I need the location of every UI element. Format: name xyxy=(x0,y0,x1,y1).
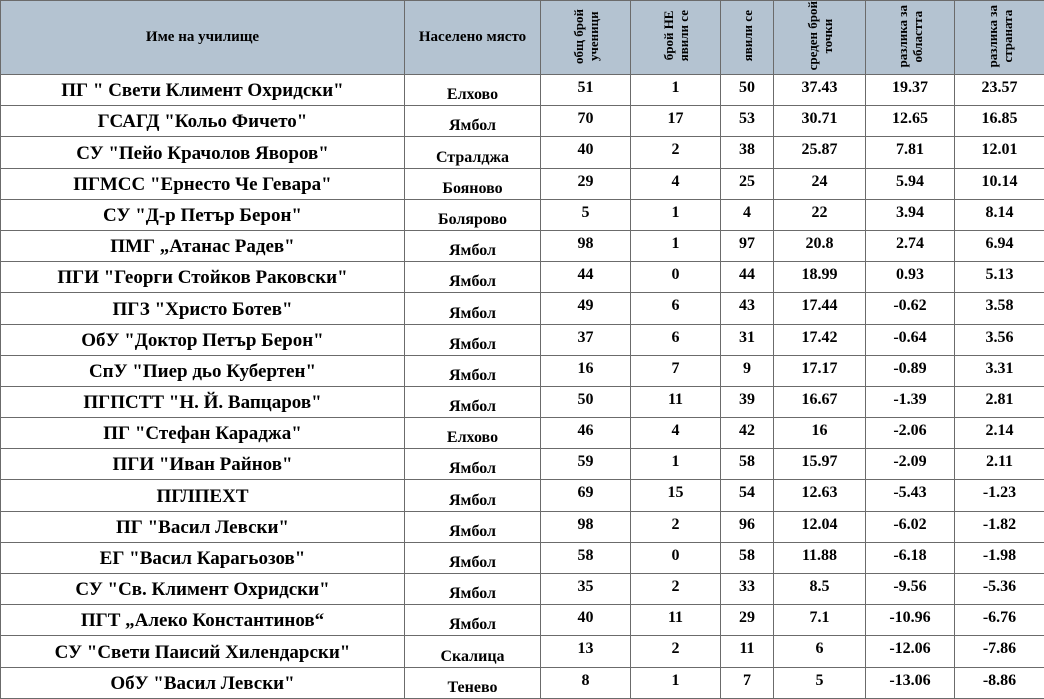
cell-school-name: ПГЛПЕХТ xyxy=(1,480,405,511)
cell-diff-country: -6.76 xyxy=(955,605,1044,636)
cell-total-students: 40 xyxy=(541,605,631,636)
cell-total-students: 50 xyxy=(541,386,631,417)
cell-attended: 42 xyxy=(721,418,774,449)
cell-average-points: 15.97 xyxy=(774,449,866,480)
cell-average-points: 25.87 xyxy=(774,137,866,168)
cell-diff-country: -8.86 xyxy=(955,667,1044,698)
table-row xyxy=(1,418,1044,449)
cell-settlement: Ямбол xyxy=(405,480,541,511)
cell-school-name: ПГИ "Иван Райнов" xyxy=(1,449,405,480)
cell-total-students: 13 xyxy=(541,636,631,667)
cell-not-attended: 2 xyxy=(631,636,721,667)
cell-settlement: Тенево xyxy=(405,667,541,698)
cell-not-attended: 1 xyxy=(631,667,721,698)
cell-school-name: СУ "Пейо Крачолов Яворов" xyxy=(1,137,405,168)
cell-not-attended: 0 xyxy=(631,542,721,573)
cell-total-students: 5 xyxy=(541,199,631,230)
cell-settlement: Ямбол xyxy=(405,574,541,605)
cell-average-points: 17.42 xyxy=(774,324,866,355)
cell-school-name: ЕГ "Васил Карагьозов" xyxy=(1,542,405,573)
cell-diff-region: 2.74 xyxy=(866,230,955,261)
cell-not-attended: 1 xyxy=(631,75,721,106)
cell-average-points: 30.71 xyxy=(774,106,866,137)
cell-average-points: 6 xyxy=(774,636,866,667)
table-row xyxy=(1,574,1044,605)
table-row xyxy=(1,262,1044,293)
cell-attended: 31 xyxy=(721,324,774,355)
table-row xyxy=(1,542,1044,573)
cell-school-name: СУ "Свети Паисий Хилендарски" xyxy=(1,636,405,667)
cell-not-attended: 2 xyxy=(631,574,721,605)
cell-total-students: 16 xyxy=(541,355,631,386)
cell-school-name: СпУ "Пиер дьо Кубертен" xyxy=(1,355,405,386)
table-row xyxy=(1,511,1044,542)
cell-diff-country: 8.14 xyxy=(955,199,1044,230)
cell-diff-country: 3.58 xyxy=(955,293,1044,324)
cell-average-points: 20.8 xyxy=(774,230,866,261)
cell-not-attended: 1 xyxy=(631,230,721,261)
cell-diff-country: 10.14 xyxy=(955,168,1044,199)
cell-school-name: ПГ "Васил Левски" xyxy=(1,511,405,542)
cell-total-students: 70 xyxy=(541,106,631,137)
cell-attended: 11 xyxy=(721,636,774,667)
cell-not-attended: 15 xyxy=(631,480,721,511)
cell-average-points: 7.1 xyxy=(774,605,866,636)
table-row xyxy=(1,605,1044,636)
cell-total-students: 29 xyxy=(541,168,631,199)
cell-not-attended: 2 xyxy=(631,511,721,542)
cell-settlement: Ямбол xyxy=(405,324,541,355)
cell-total-students: 51 xyxy=(541,75,631,106)
cell-settlement: Бояново xyxy=(405,168,541,199)
cell-settlement: Скалица xyxy=(405,636,541,667)
cell-diff-region: -6.02 xyxy=(866,511,955,542)
cell-settlement: Болярово xyxy=(405,199,541,230)
cell-settlement: Елхово xyxy=(405,75,541,106)
cell-diff-country: 2.14 xyxy=(955,418,1044,449)
cell-average-points: 12.63 xyxy=(774,480,866,511)
cell-total-students: 59 xyxy=(541,449,631,480)
cell-total-students: 98 xyxy=(541,511,631,542)
cell-diff-country: 3.56 xyxy=(955,324,1044,355)
table-row xyxy=(1,480,1044,511)
cell-not-attended: 0 xyxy=(631,262,721,293)
cell-diff-country: 23.57 xyxy=(955,75,1044,106)
cell-school-name: ГСАГД "Кольо Фичето" xyxy=(1,106,405,137)
cell-settlement: Ямбол xyxy=(405,449,541,480)
table-row xyxy=(1,324,1044,355)
cell-school-name: ПГЗ "Христо Ботев" xyxy=(1,293,405,324)
cell-school-name: СУ "Д-р Петър Берон" xyxy=(1,199,405,230)
table-row xyxy=(1,230,1044,261)
table-row xyxy=(1,636,1044,667)
cell-diff-country: -1.82 xyxy=(955,511,1044,542)
header-school-name: Име на училище xyxy=(1,1,405,75)
header-average-points: среден брой точки xyxy=(774,1,866,75)
cell-attended: 50 xyxy=(721,75,774,106)
cell-settlement: Ямбол xyxy=(405,262,541,293)
table-row xyxy=(1,75,1044,106)
cell-attended: 29 xyxy=(721,605,774,636)
header-diff-country: разлика за страната xyxy=(955,1,1044,75)
cell-attended: 58 xyxy=(721,542,774,573)
cell-attended: 39 xyxy=(721,386,774,417)
cell-diff-region: -0.89 xyxy=(866,355,955,386)
cell-average-points: 24 xyxy=(774,168,866,199)
cell-total-students: 46 xyxy=(541,418,631,449)
cell-average-points: 5 xyxy=(774,667,866,698)
cell-settlement: Ямбол xyxy=(405,293,541,324)
cell-diff-region: -2.06 xyxy=(866,418,955,449)
cell-attended: 44 xyxy=(721,262,774,293)
header-row xyxy=(1,1,1044,75)
cell-diff-country: 3.31 xyxy=(955,355,1044,386)
cell-diff-country: -1.23 xyxy=(955,480,1044,511)
cell-average-points: 16 xyxy=(774,418,866,449)
cell-settlement: Стралджа xyxy=(405,137,541,168)
cell-total-students: 44 xyxy=(541,262,631,293)
cell-diff-country: 5.13 xyxy=(955,262,1044,293)
cell-diff-region: 19.37 xyxy=(866,75,955,106)
cell-diff-region: 3.94 xyxy=(866,199,955,230)
cell-settlement: Ямбол xyxy=(405,542,541,573)
table-row xyxy=(1,199,1044,230)
cell-average-points: 17.44 xyxy=(774,293,866,324)
cell-diff-region: -12.06 xyxy=(866,636,955,667)
cell-attended: 97 xyxy=(721,230,774,261)
cell-diff-country: 2.11 xyxy=(955,449,1044,480)
cell-not-attended: 11 xyxy=(631,605,721,636)
cell-attended: 7 xyxy=(721,667,774,698)
cell-school-name: ПГМСС "Ернесто Че Гевара" xyxy=(1,168,405,199)
cell-attended: 33 xyxy=(721,574,774,605)
cell-not-attended: 17 xyxy=(631,106,721,137)
cell-attended: 4 xyxy=(721,199,774,230)
cell-settlement: Ямбол xyxy=(405,106,541,137)
cell-diff-region: -2.09 xyxy=(866,449,955,480)
cell-total-students: 35 xyxy=(541,574,631,605)
cell-school-name: ПМГ „Атанас Радев" xyxy=(1,230,405,261)
cell-attended: 58 xyxy=(721,449,774,480)
cell-attended: 53 xyxy=(721,106,774,137)
table-row xyxy=(1,106,1044,137)
header-attended: явили се xyxy=(721,1,774,75)
cell-average-points: 16.67 xyxy=(774,386,866,417)
header-settlement: Населено място xyxy=(405,1,541,75)
cell-diff-region: -1.39 xyxy=(866,386,955,417)
cell-average-points: 18.99 xyxy=(774,262,866,293)
cell-settlement: Ямбол xyxy=(405,355,541,386)
table-row xyxy=(1,137,1044,168)
cell-diff-region: -0.64 xyxy=(866,324,955,355)
table-row xyxy=(1,355,1044,386)
cell-total-students: 69 xyxy=(541,480,631,511)
cell-average-points: 17.17 xyxy=(774,355,866,386)
cell-school-name: ПГ "Стефан Караджа" xyxy=(1,418,405,449)
cell-diff-country: -1.98 xyxy=(955,542,1044,573)
cell-not-attended: 1 xyxy=(631,199,721,230)
cell-total-students: 58 xyxy=(541,542,631,573)
cell-school-name: ОбУ "Доктор Петър Берон" xyxy=(1,324,405,355)
cell-settlement: Ямбол xyxy=(405,386,541,417)
cell-not-attended: 6 xyxy=(631,324,721,355)
cell-school-name: ПГТ „Алеко Константинов“ xyxy=(1,605,405,636)
cell-diff-region: 5.94 xyxy=(866,168,955,199)
cell-average-points: 22 xyxy=(774,199,866,230)
cell-not-attended: 2 xyxy=(631,137,721,168)
cell-not-attended: 11 xyxy=(631,386,721,417)
cell-school-name: ПГИ "Георги Стойков Раковски" xyxy=(1,262,405,293)
cell-diff-country: 6.94 xyxy=(955,230,1044,261)
table-row xyxy=(1,168,1044,199)
table-row xyxy=(1,293,1044,324)
cell-school-name: ПГПСТТ "Н. Й. Вапцаров" xyxy=(1,386,405,417)
cell-diff-country: -7.86 xyxy=(955,636,1044,667)
cell-attended: 96 xyxy=(721,511,774,542)
cell-diff-region: -9.56 xyxy=(866,574,955,605)
cell-average-points: 12.04 xyxy=(774,511,866,542)
cell-total-students: 37 xyxy=(541,324,631,355)
cell-average-points: 37.43 xyxy=(774,75,866,106)
table-row xyxy=(1,667,1044,698)
cell-diff-region: -5.43 xyxy=(866,480,955,511)
cell-settlement: Ямбол xyxy=(405,605,541,636)
cell-school-name: СУ "Св. Климент Охридски" xyxy=(1,574,405,605)
cell-not-attended: 1 xyxy=(631,449,721,480)
cell-diff-country: 12.01 xyxy=(955,137,1044,168)
cell-not-attended: 7 xyxy=(631,355,721,386)
header-diff-region: разлика за областта xyxy=(866,1,955,75)
cell-diff-region: 12.65 xyxy=(866,106,955,137)
cell-settlement: Ямбол xyxy=(405,230,541,261)
cell-diff-country: -5.36 xyxy=(955,574,1044,605)
cell-diff-region: -13.06 xyxy=(866,667,955,698)
cell-school-name: ОбУ "Васил Левски" xyxy=(1,667,405,698)
cell-attended: 9 xyxy=(721,355,774,386)
header-not-attended: брой НЕ явили се xyxy=(631,1,721,75)
cell-settlement: Елхово xyxy=(405,418,541,449)
cell-diff-region: 7.81 xyxy=(866,137,955,168)
table-row xyxy=(1,449,1044,480)
cell-attended: 38 xyxy=(721,137,774,168)
cell-average-points: 8.5 xyxy=(774,574,866,605)
cell-total-students: 40 xyxy=(541,137,631,168)
cell-diff-region: -10.96 xyxy=(866,605,955,636)
table-row xyxy=(1,386,1044,417)
cell-total-students: 98 xyxy=(541,230,631,261)
cell-attended: 43 xyxy=(721,293,774,324)
cell-diff-region: 0.93 xyxy=(866,262,955,293)
cell-not-attended: 4 xyxy=(631,168,721,199)
cell-school-name: ПГ " Свети Климент Охридски" xyxy=(1,75,405,106)
cell-total-students: 49 xyxy=(541,293,631,324)
header-total-students: общ брой ученици xyxy=(541,1,631,75)
cell-attended: 25 xyxy=(721,168,774,199)
cell-average-points: 11.88 xyxy=(774,542,866,573)
cell-settlement: Ямбол xyxy=(405,511,541,542)
cell-diff-country: 2.81 xyxy=(955,386,1044,417)
cell-not-attended: 6 xyxy=(631,293,721,324)
cell-diff-region: -6.18 xyxy=(866,542,955,573)
cell-not-attended: 4 xyxy=(631,418,721,449)
cell-total-students: 8 xyxy=(541,667,631,698)
cell-diff-region: -0.62 xyxy=(866,293,955,324)
cell-attended: 54 xyxy=(721,480,774,511)
cell-diff-country: 16.85 xyxy=(955,106,1044,137)
